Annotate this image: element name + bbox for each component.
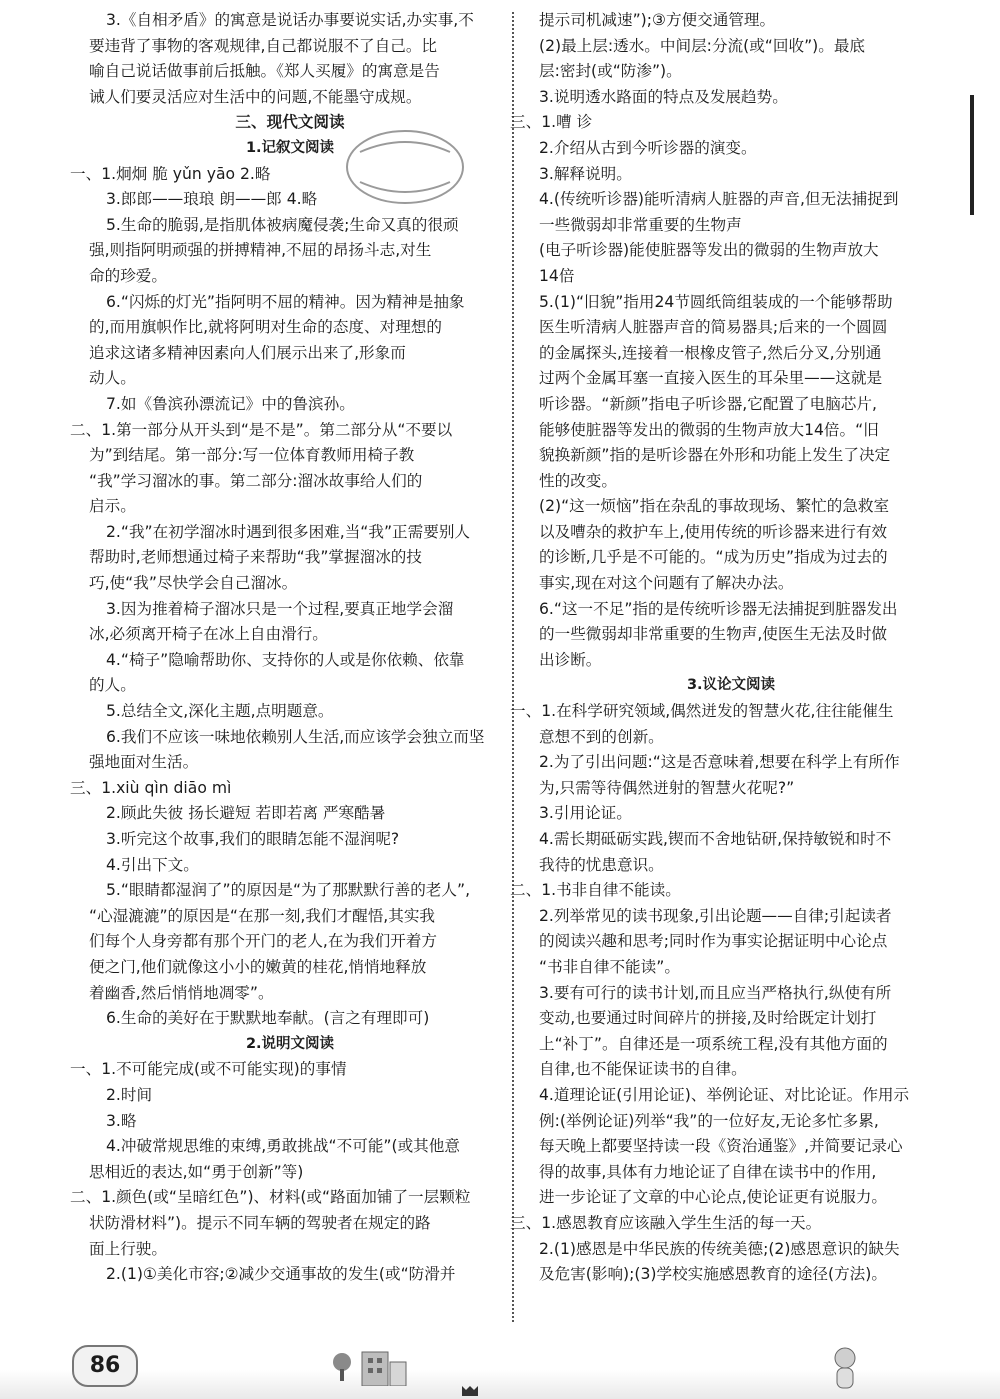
text-line: 2.介绍从古到今听诊器的演变。	[539, 138, 757, 157]
text-line: 事实,现在对这个问题有了解决办法。	[539, 574, 794, 593]
text-line: 3.《自相矛盾》的寓意是说话办事要说实话,办实事,不	[106, 11, 474, 29]
text-line: 动人。	[89, 369, 136, 388]
text-line: 一些微弱却非常重要的生物声	[539, 215, 742, 234]
tree-icon	[330, 1352, 354, 1382]
text-line: 三、1.xiù qìn diāo mì	[70, 778, 232, 797]
text-line: 得的故事,具体有力地论证了自律在读书中的作用,	[539, 1162, 877, 1181]
text-line: 追求这诸多精神因素向人们展示出来了,形象而	[89, 343, 406, 362]
text-line: 医生听清病人脏器声音的简易器具;后来的一个圆圆	[539, 318, 888, 337]
page-number-badge	[72, 1345, 138, 1387]
text-line: 出诊断。	[539, 650, 602, 669]
subsection-heading: 3.议论文阅读	[686, 677, 776, 694]
building-icon	[360, 1346, 408, 1386]
text-line: 便之门,他们就像这小小的嫩黄的桂花,悄悄地释放	[89, 957, 427, 976]
text-line: 4.道理论证(引用论证)、举例论证、对比论证。作用示	[539, 1085, 910, 1104]
text-line: 命的珍爱。	[89, 266, 167, 285]
text-line: 强地面对生活。	[89, 753, 199, 772]
text-line: 要违背了事物的客观规律,自己都说服不了自己。比	[89, 36, 438, 55]
text-line: 的金属探头,连接着一根橡皮管子,然后分叉,分别通	[539, 343, 882, 362]
text-line: 貌换新颜”指的是听诊器在外形和功能上发生了决定	[539, 446, 891, 465]
text-line: 状防滑材料”)。提示不同车辆的驾驶者在规定的路	[89, 1213, 431, 1232]
text-line: 5.“眼睛都湿润了”的原因是“为了那默默行善的老人”,	[106, 881, 471, 900]
text-line: 一、1.不可能完成(或不可能实现)的事情	[70, 1060, 347, 1079]
text-line: (电子听诊器)能使脏器等发出的微弱的生物声放大	[539, 241, 879, 260]
text-line: (2)最上层:透水。中间层:分流(或“回收”)。最底	[539, 36, 866, 55]
text-line: 能够使脏器等发出的微弱的生物声放大14倍。“旧	[539, 420, 879, 439]
text-line: 意想不到的创新。	[539, 727, 664, 746]
text-line: 4.引出下文。	[106, 855, 199, 874]
text-line: 3.解释说明。	[539, 164, 632, 183]
text-line: 帮助时,老师想通过椅子来帮助“我”掌握溜冰的技	[89, 548, 422, 567]
text-line: 三、1.嘈 诊	[510, 113, 593, 132]
text-line: 2.列举常见的读书现象,引出论题——自律;引起读者	[539, 906, 892, 925]
text-line: 及危害(影响);(3)学校实施感恩教育的途径(方法)。	[539, 1265, 887, 1284]
text-line: 喻自己说话做事前后抵触。《郑人买履》的寓意是告	[89, 62, 440, 81]
text-line: 3.要有可行的读书计划,而且应当严格执行,纵使有所	[539, 983, 892, 1002]
text-line: 4.冲破常规思维的束缚,勇敢挑战“不可能”(或其他意	[106, 1137, 460, 1156]
text-line: 自律,也不能保证读书的自律。	[539, 1060, 747, 1079]
text-line: “书非自律不能读”。	[539, 957, 680, 976]
subsection-heading: 2.说明文阅读	[245, 1035, 335, 1052]
text-line: 的,而用旗帜作比,就将阿明对生命的态度、对理想的	[89, 318, 442, 337]
text-line: 上“补丁”。自律还是一项系统工程,没有其他方面的	[539, 1034, 888, 1053]
text-line: 6.“闪烁的灯光”指阿明不屈的精神。因为精神是抽象	[106, 292, 465, 311]
stamp-graphic	[340, 122, 470, 212]
text-line: “我”学习溜冰的事。第二部分:溜冰故事给人们的	[89, 471, 423, 490]
text-line: 三、1.感恩教育应该融入学生生活的每一天。	[510, 1213, 822, 1232]
text-line: 6.我们不应该一味地依赖别人生活,而应该学会独立而坚	[106, 727, 485, 746]
text-line: 二、1.第一部分从开头到“是不是”。第二部分从“不要以	[70, 420, 453, 439]
text-line: “心湿漉漉”的原因是“在那一刻,我们才醒悟,其实我	[89, 906, 436, 925]
text-line: 的一些微弱却非常重要的生物声,使医生无法及时做	[539, 625, 888, 644]
text-line: 3.郎郎——琅琅 朗——郎 4.略	[106, 190, 318, 209]
text-line: 3.因为推着椅子溜冰只是一个过程,要真正地学会溜	[106, 599, 454, 618]
text-line: 6.“这一不足”指的是传统听诊器无法捕捉到脏器发出	[539, 599, 898, 618]
text-line: 的阅读兴趣和思考;同时作为事实论据证明中心论点	[539, 932, 888, 951]
text-line: 巧,使“我”尽快学会自己溜冰。	[89, 574, 298, 593]
right-column	[510, 8, 942, 1288]
subsection-heading: 1.记叙文阅读	[245, 139, 335, 156]
text-line: 思相近的表达,如“勇于创新”等)	[89, 1162, 304, 1181]
text-line: 一、1.炯炯 脆 yǔn yāo 2.略	[70, 164, 271, 183]
text-line: 2.“我”在初学溜冰时遇到很多困难,当“我”正需要别人	[106, 522, 471, 541]
text-line: 二、1.书非自律不能读。	[510, 881, 681, 900]
text-line: 性的改变。	[539, 471, 617, 490]
column-divider	[512, 12, 514, 1322]
text-line: 诫人们要灵活应对生活中的问题,不能墨守成规。	[89, 87, 422, 106]
text-line: 例:(举例论证)列举“我”的一位好友,无论多忙多累,	[539, 1111, 879, 1130]
text-line: 4.“椅子”隐喻帮助你、支持你的人或是你依赖、依靠	[106, 650, 465, 669]
text-line: 2.时间	[106, 1085, 153, 1104]
text-line: 3.略	[106, 1111, 137, 1130]
text-line: 们每个人身旁都有那个开门的老人,在为我们开着方	[89, 932, 438, 951]
text-line: 以及嘈杂的救护车上,使用传统的听诊器来进行有效	[539, 522, 888, 541]
text-line: 启示。	[89, 497, 136, 516]
text-line: 每天晚上都要坚持读一段《资治通鉴》,并简要记录心	[539, 1137, 903, 1156]
text-line: 层:密封(或“防渗”)。	[539, 62, 682, 81]
text-line: 变动,也要通过时间碎片的拼接,及时给既定计划打	[539, 1009, 877, 1028]
text-line: 5.(1)“旧貌”指用24节圆纸筒组装成的一个能够帮助	[539, 292, 893, 311]
page-edge-mark	[970, 95, 974, 215]
text-line: 3.听完这个故事,我们的眼睛怎能不湿润呢?	[106, 830, 400, 848]
text-line: 过两个金属耳塞一直接入医生的耳朵里——这就是	[539, 369, 883, 388]
text-line: 的诊断,几乎是不可能的。“成为历史”指成为过去的	[539, 548, 888, 567]
section-heading: 三、现代文阅读	[235, 113, 345, 132]
text-line: 2.(1)①美化市容;②减少交通事故的发生(或“防滑并	[106, 1265, 456, 1284]
text-line: 2.为了引出问题:“这是否意味着,想要在科学上有所作	[539, 753, 900, 772]
text-line: 二、1.颜色(或“呈暗红色”)、材料(或“路面加铺了一层颗粒	[70, 1188, 471, 1207]
text-line: 6.生命的美好在于默默地奉献。(言之有理即可)	[106, 1009, 430, 1028]
text-line: 听诊器。“新颜”指电子听诊器,它配置了电脑芯片,	[539, 394, 877, 413]
text-line: (2)“这一烦恼”指在杂乱的事故现场、繁忙的急救室	[539, 497, 890, 516]
text-line: 冰,必须离开椅子在冰上自由滑行。	[89, 625, 328, 644]
text-line: 进一步论证了文章的中心论点,使论证更有说服力。	[539, 1188, 888, 1207]
text-line: 强,则指阿明顽强的拼搏精神,不屈的昂扬斗志,对生	[89, 241, 432, 260]
mascot-icon	[830, 1346, 860, 1390]
text-line: 为,只需等待偶然迸射的智慧火花呢?”	[539, 778, 795, 797]
text-line: 4.(传统听诊器)能听清病人脏器的声音,但无法捕捉到	[539, 190, 899, 209]
text-line: 我待的忧患意识。	[539, 855, 664, 874]
text-line: 4.需长期砥砺实践,锲而不舍地钻研,保持敏锐和时不	[539, 830, 892, 848]
cat-icon	[460, 1382, 480, 1396]
text-line: 3.引用论证。	[539, 804, 632, 823]
text-line: 一、1.在科学研究领域,偶然迸发的智慧火花,往往能催生	[510, 702, 894, 721]
text-line: 3.说明透水路面的特点及发展趋势。	[539, 87, 788, 106]
text-line: 5.生命的脆弱,是指肌体被病魔侵袭;生命又真的很顽	[106, 215, 459, 234]
text-line: 5.总结全文,深化主题,点明题意。	[106, 702, 334, 721]
text-line: 面上行驶。	[89, 1239, 167, 1258]
page-number: 86	[89, 1353, 121, 1378]
text-line: 的人。	[89, 676, 136, 695]
text-line: 着幽香,然后悄悄地凋零”。	[89, 983, 274, 1002]
text-line: 2.(1)感恩是中华民族的传统美德;(2)感恩意识的缺失	[539, 1239, 900, 1258]
text-line: 7.如《鲁滨孙漂流记》中的鲁滨孙。	[106, 394, 355, 413]
text-line: 2.顾此失彼 扬长避短 若即若离 严寒酷暑	[106, 804, 386, 823]
text-line: 为”到结尾。第一部分:写一位体育教师用椅子教	[89, 446, 415, 465]
text-line: 提示司机减速”);③方便交通管理。	[539, 11, 776, 29]
text-line: 14倍	[539, 266, 575, 285]
